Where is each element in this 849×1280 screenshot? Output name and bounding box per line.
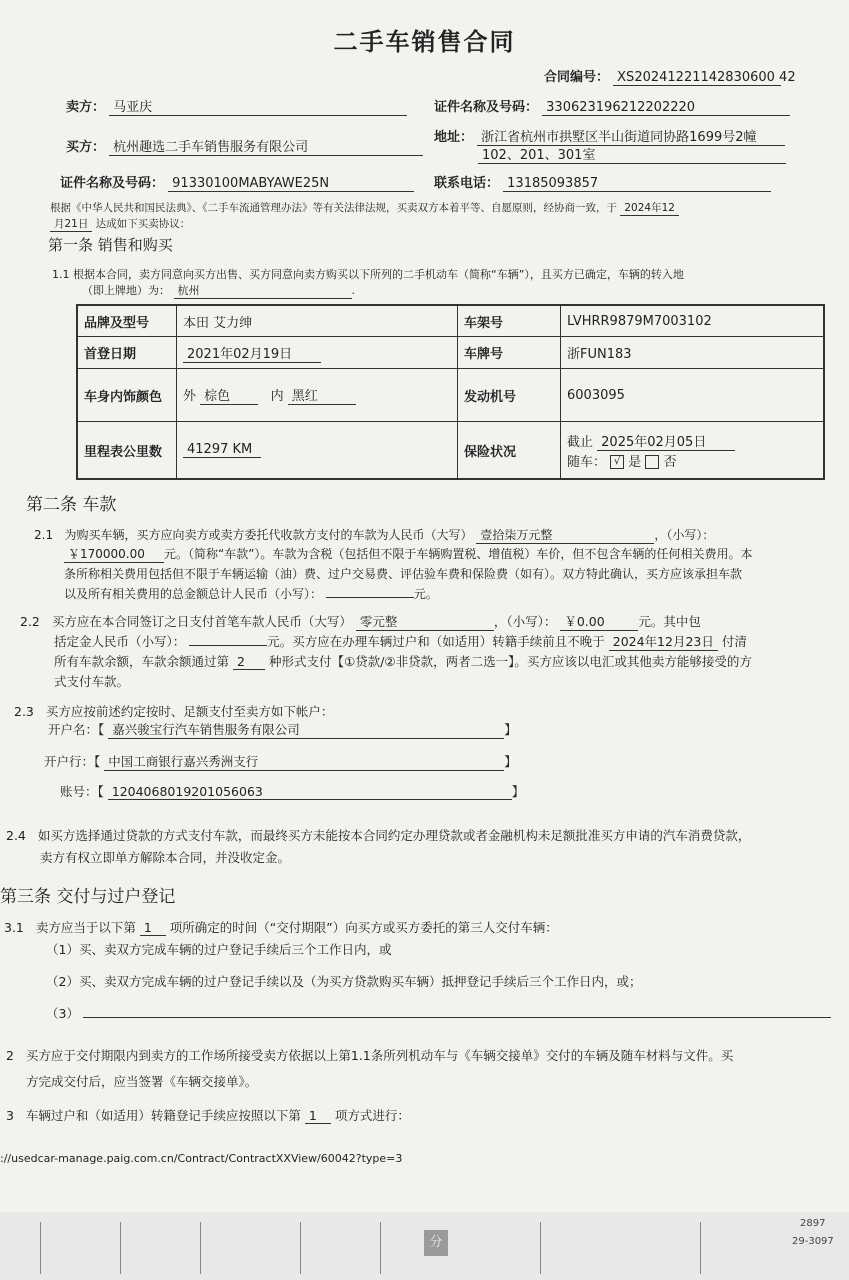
clause-3-1: 3.1 卖方应当于以下第 1 项所确定的时间（“交付期限”）向买方或买方委托的第三人交付车辆：	[4, 920, 558, 935]
plate-label: 车牌号	[458, 337, 561, 369]
insurance-yes-checkbox[interactable]: √	[610, 455, 624, 469]
color-label: 车身内饰颜色	[77, 369, 177, 422]
color-cell: 外 棕色 内 黑红	[177, 369, 458, 422]
down-payment-amount: ￥0.00	[560, 612, 638, 631]
clause-3-3: 3 车辆过户和（如适用）转籍登记手续应按照以下第 1 项方式进行：	[6, 1108, 410, 1123]
buyer-id-row: 证件名称及号码： 91330100MABYAWE25N	[60, 172, 414, 192]
clause-2-4: 2.4 如买方选择通过贷款的方式支付车款，而最终买方未能按本合同约定办理贷款或者金融机构未足额批准买方申请的汽车消费贷款，	[6, 828, 751, 843]
transfer-item: 1	[305, 1108, 331, 1124]
article-2-heading: 第二条 车款	[26, 495, 117, 515]
delivery-option-3: （3）	[46, 1004, 831, 1022]
clause-2-1-line2: ￥170000.00 元。（简称“车款”）。车款为含税（包括但不限于车辆购置税、增值税）车价，但不包含车辆的任何相关费用。本	[64, 545, 752, 563]
clause-2-4-line2: 卖方有权立即单方解除本合同，并没收定金。	[40, 850, 291, 865]
seller-row: 卖方： 马亚庆	[66, 96, 407, 116]
seller-id-row: 证件名称及号码： 330623196212202220	[434, 96, 790, 116]
mileage-label: 里程表公里数	[77, 422, 177, 479]
address-line2: 102、201、301室	[478, 144, 786, 164]
preamble-line2: 月21日 达成如下买卖协议：	[50, 216, 190, 232]
clause-3-2-line2: 方完成交付后，应当签署《车辆交接单》。	[26, 1074, 258, 1089]
insurance-label: 保险状况	[458, 422, 561, 479]
account-bank-row: 开户行：【 中国工商银行嘉兴秀洲支行 】	[44, 754, 517, 769]
preamble: 根据《中华人民共和国民法典》、《二手车流通管理办法》等有关法律法规，买卖双方本着平等、自愿原则，经协商一致，于 2024年12	[50, 200, 679, 216]
account-number-row: 账号：【 1204068019201056063 】	[60, 784, 525, 799]
buyer-name: 杭州趣选二手车销售服务有限公司	[109, 136, 423, 156]
delivery-option-1: （1）买、卖双方完成车辆的过户登记手续后三个工作日内，或	[46, 942, 392, 957]
seller-id: 330623196212202220	[542, 100, 790, 116]
strip-mark: 分	[424, 1230, 448, 1256]
article-1-heading: 第一条 销售和购买	[48, 236, 173, 254]
brand-label: 品牌及型号	[77, 305, 177, 337]
phone: 13185093857	[503, 176, 771, 192]
clause-2-2: 2.2 买方应在本合同签订之日支付首笔车款人民币（大写） 零元整 ，（小写）： ￥0.00 元。其中包	[20, 614, 701, 629]
clause-2-1-line4: 以及所有相关费用的总金额总计人民币（小写）： 元。	[64, 587, 438, 601]
reg-date-value: 2021年02月19日	[183, 343, 321, 363]
payment-deadline: 2024年12月23日	[609, 632, 718, 651]
address-line1: 浙江省杭州市拱墅区半山街道同协路1699号2幢	[477, 126, 785, 146]
clause-2-1: 2.1 为购买车辆，买方应向卖方或卖方委托代收款方支付的车款为人民币（大写） 壹拾柒万元整 ，（小写）：	[34, 528, 715, 542]
exterior-color: 棕色	[200, 385, 258, 405]
mileage-cell	[177, 422, 458, 479]
down-payment-uppercase: 零元整	[356, 612, 494, 631]
article-3-heading: 第三条 交付与过户登记	[0, 887, 176, 907]
buyer-row: 买方： 杭州趣选二手车销售服务有限公司	[66, 136, 423, 156]
reg-date-label: 首登日期	[77, 337, 177, 369]
account-name: 嘉兴骏宝行汽车销售服务有限公司	[108, 720, 504, 739]
vin-label: 车架号	[458, 305, 561, 337]
interior-color: 黑红	[288, 385, 356, 405]
address-row: 地址： 浙江省杭州市拱墅区半山街道同协路1699号2幢	[434, 126, 785, 146]
vin-value: LVHRR9879M7003102	[561, 305, 825, 337]
engine-value: 6003095	[561, 369, 825, 422]
buyer-id: 91330100MABYAWE25N	[168, 176, 414, 192]
contract-number-value: XS20241221142830600 42	[613, 70, 781, 86]
engine-label: 发动机号	[458, 369, 561, 422]
clause-2-3: 2.3 买方应按前述约定按时、足额支付至卖方如下帐户：	[14, 704, 334, 719]
delivery-item: 1	[140, 920, 166, 936]
footer-url: ://usedcar-manage.paig.com.cn/Contract/ContractXXView/60042?type=3	[0, 1152, 403, 1165]
price-amount: ￥170000.00	[64, 545, 164, 563]
total-amount	[326, 597, 414, 598]
mileage-value: 41297 KM	[183, 442, 261, 458]
insurance-no-checkbox[interactable]	[645, 455, 659, 469]
account-name-row: 开户名：【 嘉兴骏宝行汽车销售服务有限公司 】	[48, 722, 517, 737]
address-line2-row	[478, 144, 786, 164]
strip-code-2: 29-3097	[792, 1236, 834, 1247]
clause-3-2: 2 买方应于交付期限内到卖方的工作场所接受卖方依据以上第1.1条所列机动车与《车辆交接单》交付的车辆及随车材料与文件。买	[6, 1048, 734, 1063]
payment-way: 2	[233, 654, 265, 670]
seller-name: 马亚庆	[109, 96, 407, 116]
clause-1-1: 1.1 根据本合同，卖方同意向买方出售、买方同意向卖方购买以下所列的二手机动车（简称“车辆”），且买方已确定，车辆的转入地	[52, 268, 684, 281]
bottom-strip	[0, 1212, 849, 1280]
price-uppercase: 壹拾柒万元整	[476, 526, 654, 544]
reg-date-cell	[177, 337, 458, 369]
brand-value: 本田 艾力绅	[177, 305, 458, 337]
delivery-option-2: （2）买、卖双方完成车辆的过户登记手续以及（为买方贷款购买车辆）抵押登记手续后三个工作日内，或；	[46, 974, 642, 989]
page-title: 二手车销售合同	[333, 28, 516, 56]
deposit-amount	[189, 645, 267, 646]
strip-code-1: 2897	[800, 1218, 826, 1229]
clause-2-2-line4: 式支付车款。	[54, 674, 130, 689]
insurance-cell: 截止 2025年02月05日 随车： √ 是 否	[561, 422, 825, 479]
vehicle-table	[76, 304, 825, 480]
account-number: 1204068019201056063	[108, 784, 512, 800]
account-bank: 中国工商银行嘉兴秀洲支行	[104, 752, 504, 771]
clause-2-2-line3: 所有车款余额，车款余额通过第 2 种形式支付【①贷款/②非贷款，两者二选一】。买方应该以电汇或其他卖方能够接受的方	[54, 654, 752, 669]
insurance-date: 2025年02月05日	[597, 431, 735, 451]
phone-row: 联系电话： 13185093857	[434, 172, 771, 192]
contract-number: 合同编号： XS20241221142830600 42	[544, 70, 796, 85]
registration-place: 杭州	[174, 282, 352, 299]
plate-value: 浙FUN183	[561, 337, 825, 369]
clause-2-1-line3: 条所称相关费用包括但不限于车辆运输（油）费、过户交易费、评估验车费和保险费（如有）。双方特此确认，买方应该承担车款	[64, 567, 743, 581]
clause-1-1-line2: （即上牌地）为： 杭州 .	[82, 284, 355, 297]
clause-2-2-line2: 括定金人民币（小写）： 元。买方应在办理车辆过户和（如适用）转籍手续前且不晚于 2024年12月23日 付清	[54, 634, 747, 649]
